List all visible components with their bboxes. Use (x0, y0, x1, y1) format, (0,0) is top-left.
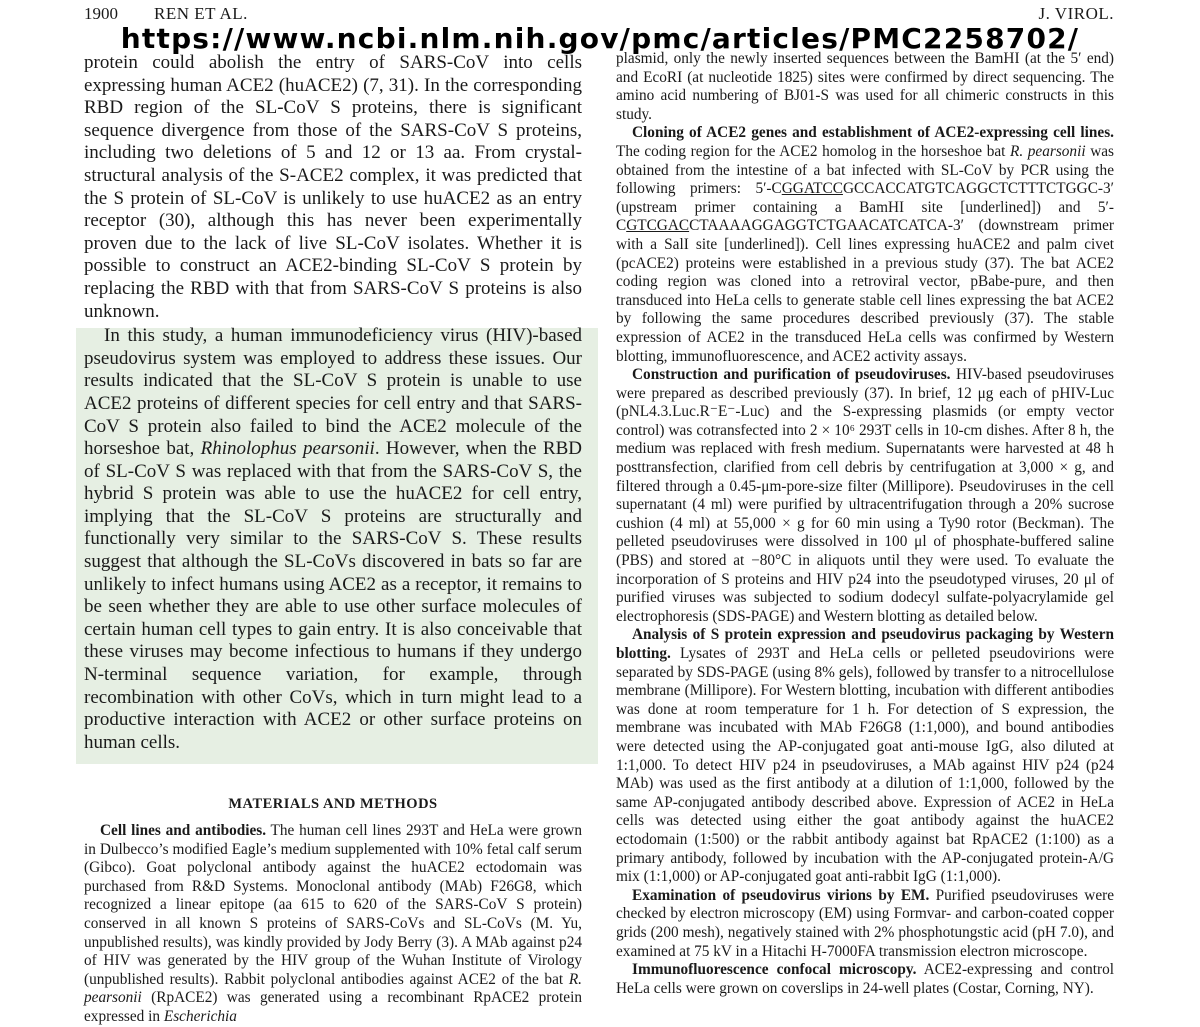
construction-text: HIV-based pseudoviruses were prepared as described previously (37). In brief, 12 μg each of pHIV-Luc (pNL4.3.Luc.R⁻E⁻-Luc) and the S-expressing plasmids (or empty vector control) was cotransfected into 2 × 10⁶ 293T cells in 10-cm dishes. After 8 h, the medium was replaced with fresh medium. Supernatants were harvested at 48 h posttransfection, clarified from cell debris by centrifugation at 3,000 × g, and filtered through a 0.45-μm-pore-size filter (Millipore). Pseudoviruses in the cell supernatant (4 ml) were purified by ultracentrifugation through a 20% sucrose cushion (4 ml) at 55,000 × g for 60 min using a Ty90 rotor (Beckman). The pelleted pseudoviruses were dissolved in 100 μl of phosphate-buffered saline (PBS) and stored at −80°C in aliquots until they were used. To evaluate the incorporation of S proteins and HIV p24 into the pseudotyped viruses, 20 μl of purified viruses was subjected to sodium dodecyl sulfate-polyacrylamide gel electrophoresis (SDS-PAGE) and Western blotting as detailed below. (616, 366, 1114, 625)
cloning-text-d: CTAAAAGGAGGTCTGAACATCATCA-3′ (downstream primer with a SalI site [underlined]). Cell lines expressing huACE2 and palm civet (pcACE2) proteins were established in a previous study (37). The bat ACE2 coding region was cloned into a retroviral vector, pBabe-pure, and then transduced into HeLa cells to generate stable cell lines expressing the bat ACE2 by following the same procedures described previously (37). The stable expression of ACE2 in the transduced HeLa cells was confirmed by Western blotting, immunofluorescence, and ACE2 activity assays. (616, 217, 1114, 365)
plasmid-paragraph: plasmid, only the newly inserted sequences between the BamHI (at the 5′ end) and EcoRI (at nucleotide 1825) sites were confirmed by direct sequencing. The amino acid numbering of BJ01-S was used for all chimeric constructs in this study. (616, 50, 1114, 123)
em-text: Purified pseudoviruses were checked by electron microscopy (EM) using Formvar- and carbon-coated copper grids (200 mesh), negatively stained with 2% phosphotungstic acid (pH 7.0), and examined at 75 kV in a Hitachi H-7000FA transmission electron microscope. (616, 886, 1114, 960)
cloning-paragraph (616, 124, 1114, 366)
analysis-paragraph (616, 626, 1114, 886)
para2-text-b: . However, when the RBD of SL-CoV S was replaced with that from the SARS-CoV S, the hybrid S protein was able to use the huACE2 for cell entry, implying that the SL-CoV S proteins are structurally and functionally very similar to the SARS-CoV S. These results suggest that although the SL-CoVs discovered in bats so far are unlikely to infect humans using ACE2 as a receptor, it remains to be seen whether they are able to use other surface molecules of certain human cell types to gain entry. It is also conceivable that these viruses may become infectious to humans if they undergo N-terminal sequence variation, for example, through recombination with other CoVs, which in turn might lead to a productive interaction with ACE2 or other surface proteins on human cells. (84, 438, 583, 753)
left-column (84, 52, 582, 754)
sali-site-underlined: GTCGAC (626, 217, 690, 235)
journal-abbrev: J. VIROL. (1038, 4, 1114, 23)
intro-paragraph-1: protein could abolish the entry of SARS-CoV into cells expressing human ACE2 (huACE2) (7, 31). In the corresponding RBD region of the SL-CoV S proteins, there is significant sequence divergence from those of the SARS-CoV S proteins, including two deletions of 5 and 12 or 13 aa. From crystal-structural analysis of the S-ACE2 complex, it was predicted that the S protein of SL-CoV is unlikely to use huACE2 as an entry receptor (30), although this has never been experimentally proven due to the lack of live SL-CoV isolates. Whether it is possible to construct an ACE2-binding SL-CoV S protein by replacing the RBD with that from SARS-CoV S proteins is also unknown. (84, 52, 582, 322)
immunofluorescence-text: ACE2-expressing and control HeLa cells were grown on coverslips in 24-well plates (Costar, Corning, NY). (616, 961, 1114, 997)
intro-paragraph-2-highlighted (84, 325, 582, 754)
methods-left-column (84, 822, 582, 1027)
cell-lines-italic-2: Escherichia (163, 1007, 237, 1025)
cloning-text-c: GCCACCATGTCAGGCTCTTTCTGGC-3′ (upstream primer containing a BamHI site [underlined]) and 5′-C (616, 180, 1114, 235)
right-column (616, 50, 1114, 998)
em-heading: Examination of pseudovirus virions by EM. (632, 886, 930, 904)
cell-lines-italic: R. pearsonii (84, 970, 582, 1007)
section-heading-materials-methods: MATERIALS AND METHODS (228, 796, 438, 812)
analysis-text: Lysates of 293T and HeLa cells or pelleted pseudovirions were separated by SDS-PAGE (using 8% gels), followed by transfer to a nitrocellulose membrane (Millipore). For Western blotting, incubation with different antibodies was done at room temperature for 1 h. For detection of S expression, the membrane was incubated with MAb F26G8 (1:1,000), and bound antibodies were detected using the AP-conjugated goat anti-mouse IgG, also diluted at 1:1,000. To detect HIV p24 in pseudoviruses, a MAb against HIV p24 (p24 MAb) was used as the first antibody at a dilution of 1:1,000, followed by the same AP-conjugated antibody described above. Expression of ACE2 in HeLa cells was detected using either the goat antibody against the huACE2 ectodomain (1:500) or the rabbit antibody against bat RpACE2 (1:100) as a primary antibody, followed by incubation with the AP-conjugated protein-A/G mix (1:1,000) or AP-conjugated goat anti-rabbit IgG (1:1,000). (616, 645, 1114, 886)
cell-lines-paragraph (84, 822, 582, 1027)
construction-paragraph (616, 366, 1114, 626)
watermark-url: https://www.ncbi.nlm.nih.gov/pmc/articles/PMC2258702/ (120, 22, 1080, 55)
species-italic: Rhinolophus pearsonii (200, 438, 375, 460)
cloning-text-b: was obtained from the intestine of a bat infected with SL-CoV by PCR using the following primers: 5′-C (616, 142, 1114, 198)
cell-lines-text-a: The human cell lines 293T and HeLa were grown in Dulbecco’s modified Eagle’s medium supplemented with 10% fetal calf serum (Gibco). Goat polyclonal antibody against the huACE2 ectodomain was purchased from R&D Systems. Monoclonal antibody (MAb) F26G8, which recognized a linear epitope (aa 615 to 620 of the SARS-CoV S protein) conserved in all known S proteins of SARS-CoVs and SL-CoVs (M. Yu, unpublished results), was kindly provided by Jody Berry (3). A MAb against p24 of HIV was generated by the HIV group of the Wuhan Institute of Virology (unpublished results). Rabbit polyclonal antibodies against ACE2 of the bat (84, 822, 583, 988)
running-authors: REN ET AL. (154, 4, 248, 23)
construction-heading: Construction and purification of pseudoviruses. (632, 366, 951, 384)
cell-lines-text-b: (RpACE2) was generated using a recombinant RpACE2 protein expressed in (84, 989, 582, 1025)
para2-text-a: In this study, a human immunodeficiency virus (HIV)-based pseudovirus system was employed to address these issues. Our results indicated that the SL-CoV S protein is unable to use ACE2 proteins of different species for cell entry and that SARS-CoV S protein also failed to bind the ACE2 molecule of the horseshoe bat, (84, 325, 582, 460)
cloning-heading: Cloning of ACE2 genes and establishment of ACE2-expressing cell lines. (632, 124, 1114, 142)
immunofluorescence-paragraph (616, 961, 1114, 998)
page-number: 1900 (84, 4, 118, 23)
bamhi-site-underlined: GGATCC (781, 180, 843, 198)
cell-lines-heading: Cell lines and antibodies. (100, 822, 267, 839)
immunofluorescence-heading: Immunofluorescence confocal microscopy. (632, 961, 917, 979)
cloning-italic: R. pearsonii (1010, 142, 1086, 160)
em-paragraph (616, 887, 1114, 961)
analysis-heading: Analysis of S protein expression and pseudovirus packaging by Western blotting. (616, 626, 1114, 662)
cloning-text-a: The coding region for the ACE2 homolog in the horseshoe bat (616, 142, 1010, 160)
